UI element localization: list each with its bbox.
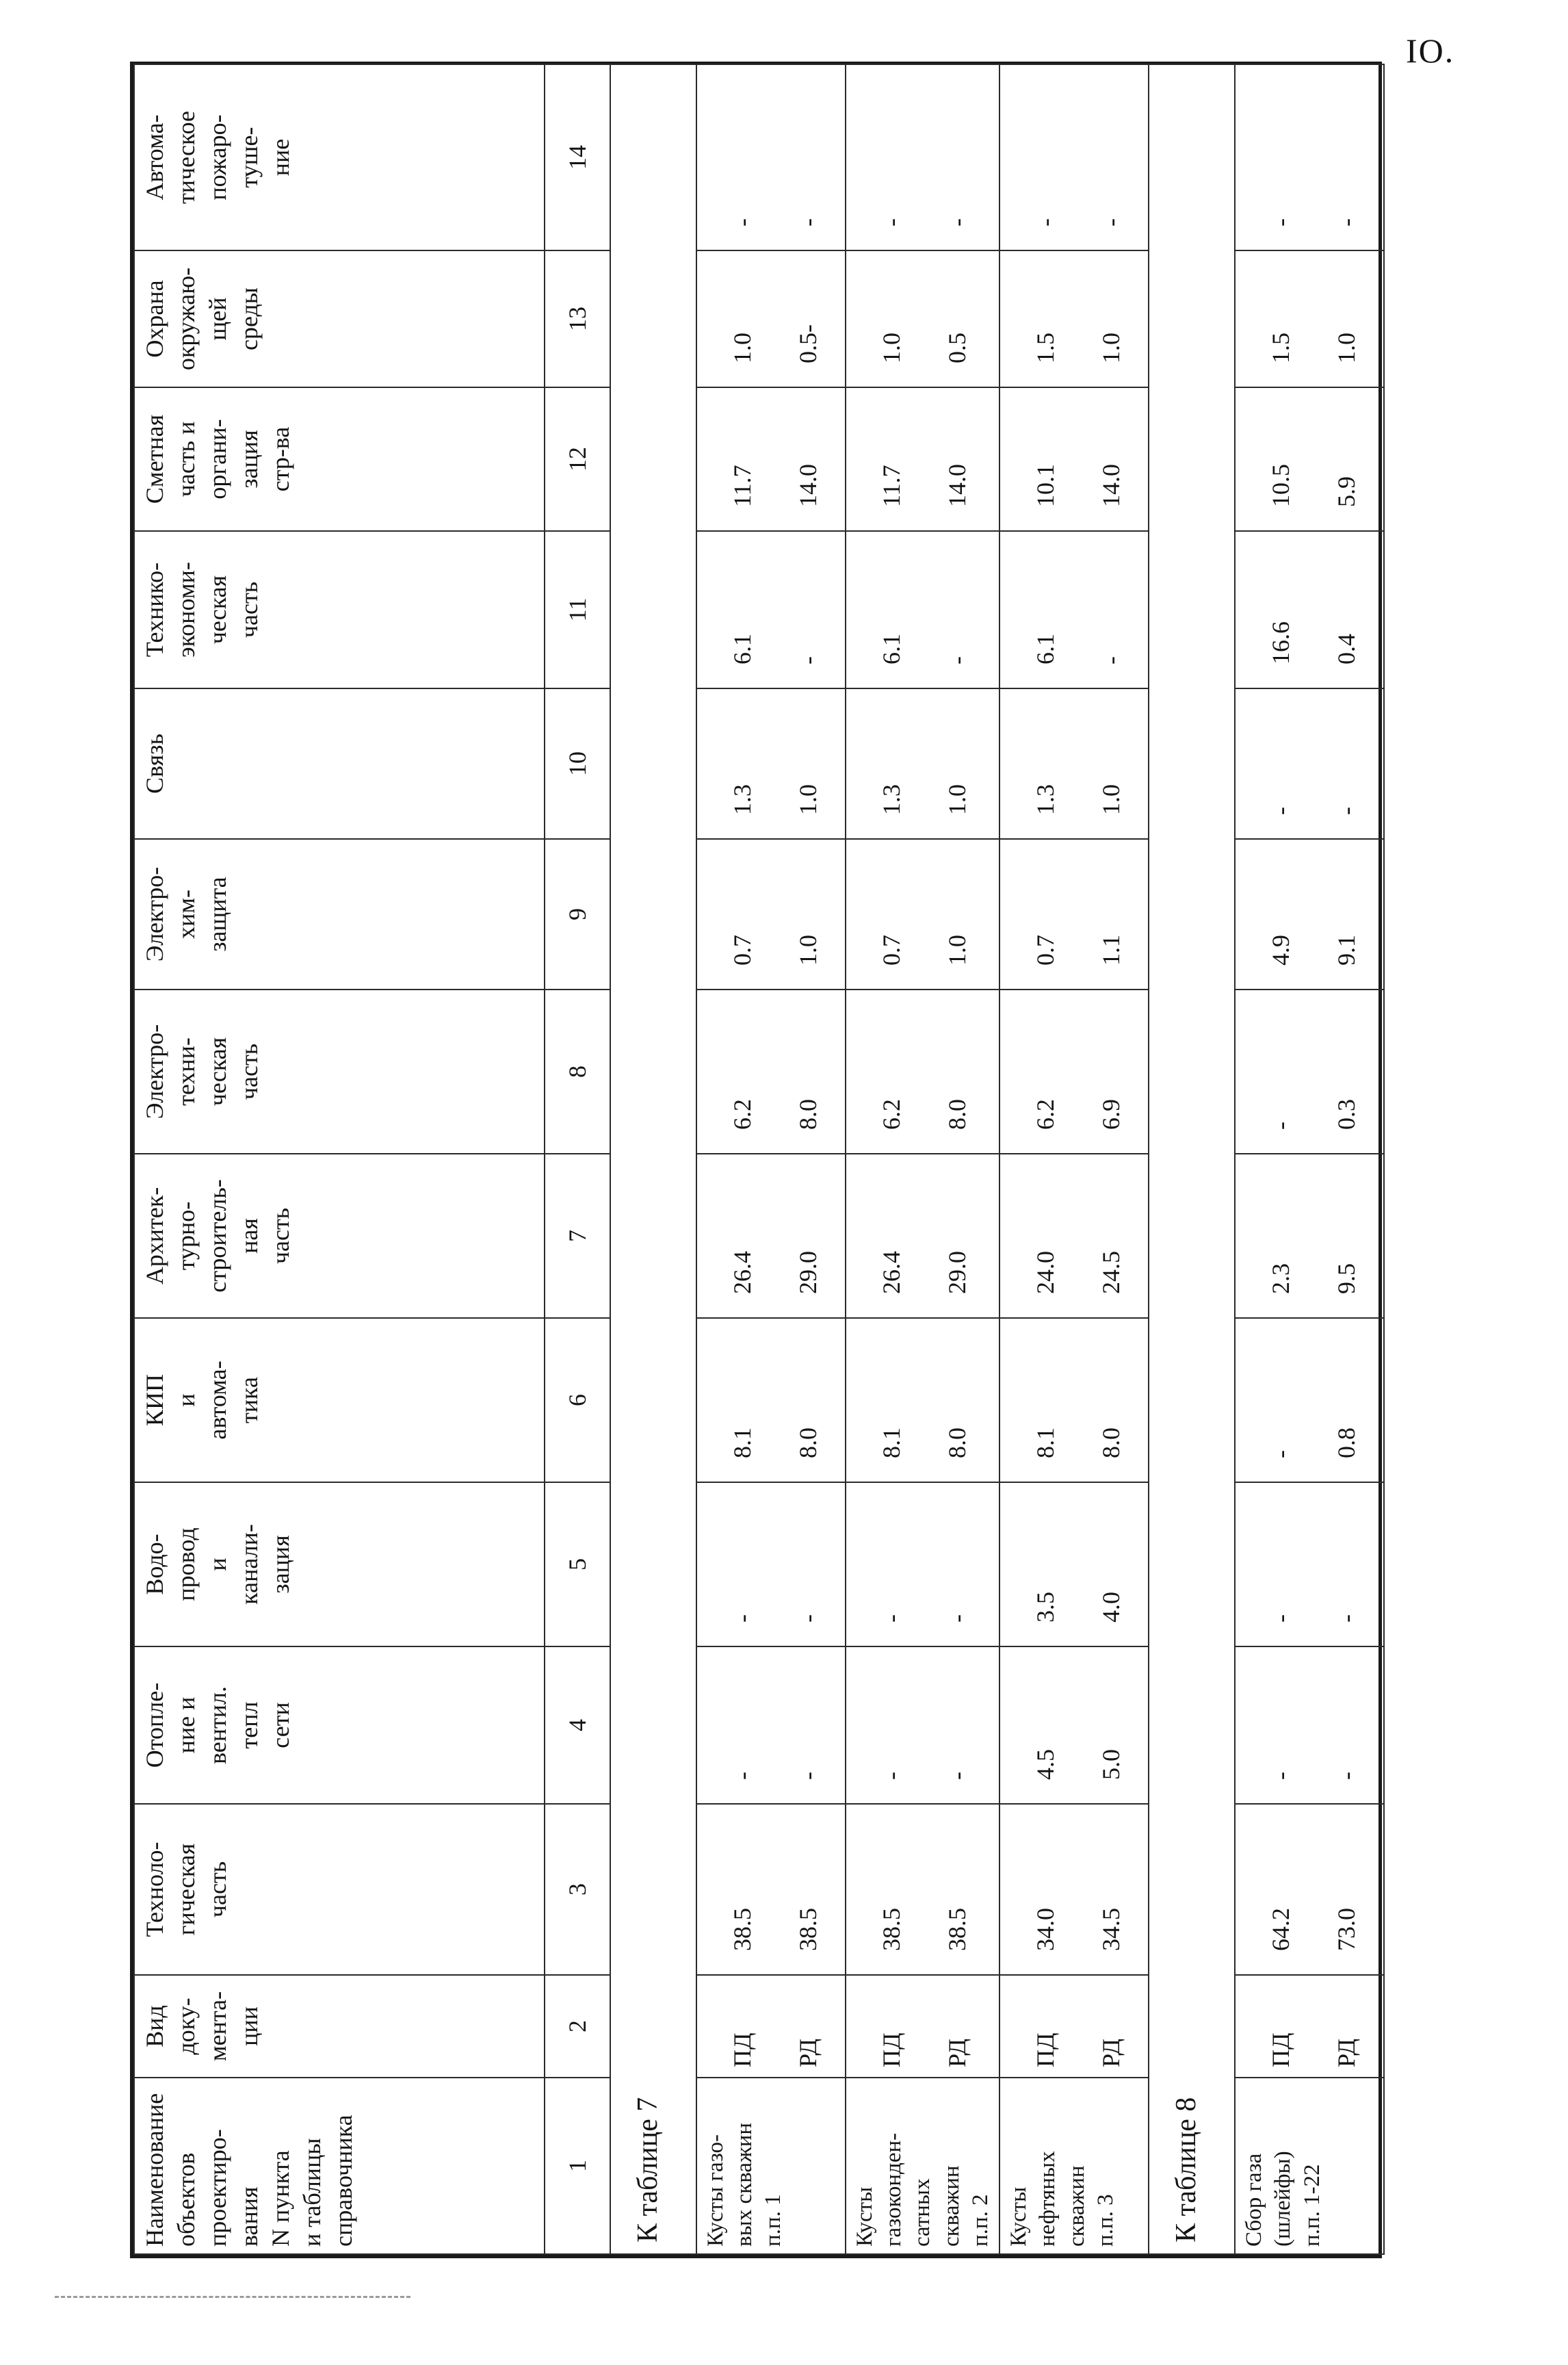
document-type-cell xyxy=(696,1975,846,2078)
column-header-line: Связь xyxy=(141,734,168,794)
column-header-line: канали- xyxy=(235,1524,263,1605)
object-name-line: Кусты xyxy=(852,2186,877,2247)
percent-value: 38.5 xyxy=(877,1908,905,1951)
value-cell xyxy=(846,688,999,839)
percent-value: 0.7 xyxy=(728,935,756,966)
column-number-cell: 7 xyxy=(545,1154,610,1318)
document-type-cell xyxy=(1235,1975,1384,2078)
column-header-line: ние и xyxy=(172,1696,200,1754)
document-type-value: РД xyxy=(1097,2039,1125,2067)
value-cell xyxy=(696,1482,846,1646)
value-cell xyxy=(999,64,1149,250)
value-cell xyxy=(696,1804,846,1975)
object-name-line: газоконден- xyxy=(881,2132,906,2247)
percent-value: - xyxy=(943,1772,971,1780)
column-header-line: Охрана xyxy=(141,280,168,358)
column-header-3 xyxy=(134,1804,545,1975)
percent-value: 6.2 xyxy=(1032,1099,1060,1130)
value-cell xyxy=(846,387,999,531)
column-header-line: проектиро- xyxy=(204,2129,232,2247)
column-header-line: КИП xyxy=(141,1374,168,1427)
percent-value: 10.1 xyxy=(1032,464,1060,507)
percent-value: 8.0 xyxy=(794,1427,822,1458)
column-header-line: Техноло- xyxy=(141,1841,168,1937)
percent-value: - xyxy=(794,1614,822,1623)
object-name-cell xyxy=(999,2078,1149,2254)
column-header-12 xyxy=(134,387,545,531)
column-header-line: ции xyxy=(235,2006,263,2046)
percent-value: 8.0 xyxy=(794,1099,822,1130)
table-row xyxy=(1235,64,1384,2254)
value-cell xyxy=(999,387,1149,531)
percent-value: 8.1 xyxy=(1032,1427,1060,1458)
percent-value: 0.8 xyxy=(1333,1427,1361,1458)
column-header-line: экономи- xyxy=(172,562,200,658)
value-cell xyxy=(696,688,846,839)
column-header-line: Водо- xyxy=(141,1534,168,1595)
column-header-line: сети xyxy=(267,1702,295,1748)
column-number-cell: 10 xyxy=(545,688,610,839)
column-header-line: строитель- xyxy=(204,1179,232,1293)
percent-value: 8.0 xyxy=(943,1099,971,1130)
percent-value: 0.4 xyxy=(1333,634,1361,664)
percent-value: 5.0 xyxy=(1097,1749,1125,1780)
percent-value: 14.0 xyxy=(1097,464,1125,507)
percent-value: 6.2 xyxy=(728,1099,756,1130)
percent-value: 14.0 xyxy=(794,464,822,507)
value-cell xyxy=(696,250,846,387)
column-number-cell: 11 xyxy=(545,531,610,688)
value-cell xyxy=(999,1154,1149,1318)
value-cell xyxy=(999,1646,1149,1804)
column-header-line: и xyxy=(204,1558,232,1571)
percent-value: - xyxy=(728,1614,756,1623)
column-header-line: Вид xyxy=(141,2005,168,2047)
column-header-5 xyxy=(134,1482,545,1646)
percent-value: 16.6 xyxy=(1267,621,1295,664)
percent-value: - xyxy=(1333,1772,1361,1780)
column-number-cell: 13 xyxy=(545,250,610,387)
object-name-line: п.п. 3 xyxy=(1093,2194,1118,2247)
percent-value: 1.0 xyxy=(1097,333,1125,363)
percent-value: - xyxy=(1267,1772,1295,1780)
column-number-cell: 8 xyxy=(545,990,610,1154)
percent-value: 4.0 xyxy=(1097,1592,1125,1623)
object-name-line: Кусты xyxy=(1006,2186,1032,2247)
column-header-line: среды xyxy=(235,287,263,350)
percent-value: 1.0 xyxy=(794,935,822,966)
column-header-line: гическая xyxy=(172,1843,200,1936)
value-cell xyxy=(999,990,1149,1154)
percent-value: - xyxy=(877,1614,905,1623)
column-header-line: мента- xyxy=(204,1991,232,2062)
object-name-line: скважин xyxy=(1064,2165,1089,2247)
column-header-line: ческая xyxy=(204,575,232,645)
percent-value: 8.0 xyxy=(1097,1427,1125,1458)
column-header-2 xyxy=(134,1975,545,2078)
value-cell xyxy=(1235,1804,1384,1975)
percent-value: - xyxy=(794,1772,822,1780)
percent-value: 3.5 xyxy=(1032,1592,1060,1623)
object-name-line: п.п. 1 xyxy=(761,2194,786,2247)
percent-value: 6.9 xyxy=(1097,1099,1125,1130)
percent-value: - xyxy=(1032,218,1060,227)
value-cell xyxy=(999,688,1149,839)
document-type-value: РД xyxy=(1333,2039,1361,2067)
column-header-line: часть xyxy=(235,1043,263,1100)
percent-value: 6.1 xyxy=(1032,634,1060,664)
column-header-line: ная xyxy=(235,1218,263,1254)
value-cell xyxy=(846,531,999,688)
percent-value: - xyxy=(794,218,822,227)
column-number-cell: 3 xyxy=(545,1804,610,1975)
column-header-11 xyxy=(134,531,545,688)
column-header-line: турно- xyxy=(172,1201,200,1271)
column-header-line: объектов xyxy=(172,2152,200,2247)
value-cell xyxy=(999,1318,1149,1482)
document-type-cell xyxy=(999,1975,1149,2078)
percent-value: - xyxy=(1267,1122,1295,1130)
object-name-line: п.п. 2 xyxy=(967,2194,993,2247)
percent-value: 10.5 xyxy=(1267,464,1295,507)
value-cell xyxy=(999,1804,1149,1975)
percent-value: 14.0 xyxy=(943,464,971,507)
column-number-cell: 14 xyxy=(545,64,610,250)
percent-value: 29.0 xyxy=(794,1251,822,1294)
column-number-cell: 12 xyxy=(545,387,610,531)
object-name-cell xyxy=(1235,2078,1384,2254)
column-number-cell: 6 xyxy=(545,1318,610,1482)
percent-value: 6.1 xyxy=(877,634,905,664)
column-header-line: окружаю- xyxy=(172,267,200,371)
value-cell xyxy=(696,531,846,688)
value-cell xyxy=(1235,688,1384,839)
column-header-6 xyxy=(134,1318,545,1482)
percent-value: - xyxy=(943,1614,971,1623)
percent-value: 11.7 xyxy=(877,465,905,507)
percent-value: - xyxy=(943,656,971,664)
percent-value: 34.5 xyxy=(1097,1908,1125,1951)
percent-value: 0.7 xyxy=(877,935,905,966)
column-header-line: стр-ва xyxy=(267,426,295,492)
column-header-line: техни- xyxy=(172,1037,200,1106)
percent-value: 29.0 xyxy=(943,1251,971,1294)
column-header-9 xyxy=(134,839,545,990)
column-number-cell: 2 xyxy=(545,1975,610,2078)
column-header-line: зация xyxy=(235,430,263,489)
column-header-line: и xyxy=(172,1393,200,1407)
percent-value: 0.3 xyxy=(1333,1099,1361,1130)
percent-value: - xyxy=(728,1772,756,1780)
column-header-line: часть xyxy=(267,1207,295,1265)
column-header-line: тическое xyxy=(172,110,200,205)
percent-value: 1.3 xyxy=(877,784,905,815)
value-cell xyxy=(696,387,846,531)
percent-value: 34.0 xyxy=(1032,1908,1060,1951)
column-header-line: ческая xyxy=(204,1037,232,1107)
percent-value: - xyxy=(1097,656,1125,664)
object-name-line: п.п. 1-22 xyxy=(1299,2164,1324,2247)
document-type-cell xyxy=(846,1975,999,2078)
percent-value: - xyxy=(1267,1450,1295,1458)
percent-value: 1.5 xyxy=(1267,333,1295,363)
value-cell xyxy=(846,64,999,250)
column-header-line: Электро- xyxy=(141,1024,168,1120)
percent-value: 1.0 xyxy=(943,935,971,966)
table-body xyxy=(545,64,1384,2254)
object-name-cell xyxy=(846,2078,999,2254)
percent-value: 2.3 xyxy=(1267,1263,1295,1294)
section-title: К таблице 8 xyxy=(1149,64,1235,2254)
value-cell xyxy=(999,839,1149,990)
value-cell xyxy=(846,1646,999,1804)
percent-value: - xyxy=(1333,1614,1361,1623)
document-type-value: ПД xyxy=(728,2032,756,2067)
percent-value: 11.7 xyxy=(728,465,756,507)
column-header-line: Автома- xyxy=(141,114,168,201)
value-cell xyxy=(1235,250,1384,387)
column-header-line: Технико- xyxy=(141,562,168,658)
document-type-value: ПД xyxy=(1032,2032,1060,2067)
percent-value: 6.2 xyxy=(877,1099,905,1130)
percent-value: 24.5 xyxy=(1097,1251,1125,1294)
percent-value: 1.0 xyxy=(943,784,971,815)
percent-value: 38.5 xyxy=(728,1908,756,1951)
column-header-line: справочника xyxy=(330,2115,358,2247)
column-header-line: N пункта xyxy=(267,2150,295,2247)
percent-value: - xyxy=(1267,218,1295,227)
column-header-line: зация xyxy=(267,1535,295,1594)
column-header-8 xyxy=(134,990,545,1154)
percent-value: - xyxy=(1333,218,1361,227)
value-cell xyxy=(846,250,999,387)
column-header-10 xyxy=(134,688,545,839)
percent-value: 1.1 xyxy=(1097,935,1125,966)
column-header-line: Наименование xyxy=(141,2093,168,2247)
percent-value: 1.0 xyxy=(728,333,756,363)
column-header-line: и таблицы xyxy=(298,2138,326,2247)
percent-value: - xyxy=(1097,218,1125,227)
value-cell xyxy=(846,839,999,990)
percent-value: 5.9 xyxy=(1333,476,1361,507)
value-cell xyxy=(1235,839,1384,990)
column-header-line: пожаро- xyxy=(204,114,232,201)
column-header-1 xyxy=(134,2078,545,2254)
value-cell xyxy=(1235,1154,1384,1318)
section-row xyxy=(610,64,696,2254)
section-title: К таблице 7 xyxy=(610,64,696,2254)
value-cell xyxy=(999,250,1149,387)
column-header-line: Архитек- xyxy=(141,1187,168,1285)
column-header-line: провод xyxy=(172,1527,200,1601)
percent-value: 8.1 xyxy=(728,1427,756,1458)
object-name-line: вых скважин xyxy=(732,2122,757,2247)
value-cell xyxy=(696,990,846,1154)
percent-value: - xyxy=(877,218,905,227)
table-row xyxy=(999,64,1149,2254)
column-header-13 xyxy=(134,250,545,387)
percent-value: 0.7 xyxy=(1032,935,1060,966)
object-name-line: сатных xyxy=(910,2178,935,2247)
object-name-line: нефтяных xyxy=(1035,2151,1060,2247)
column-header-line: Электро- xyxy=(141,866,168,962)
percent-value: 38.5 xyxy=(794,1908,822,1951)
object-name-line: (шлейфы) xyxy=(1270,2151,1296,2247)
column-header-line: защита xyxy=(204,877,232,952)
column-header-line: тика xyxy=(235,1377,263,1423)
value-cell xyxy=(846,990,999,1154)
column-header-line: вания xyxy=(235,2186,263,2247)
column-header-line: Отопле- xyxy=(141,1682,168,1768)
percent-value: 26.4 xyxy=(877,1251,905,1294)
value-cell xyxy=(696,1154,846,1318)
value-cell xyxy=(696,1318,846,1482)
column-number-cell: 4 xyxy=(545,1646,610,1804)
document-table-frame xyxy=(130,62,1382,2258)
percent-value: 1.0 xyxy=(1097,784,1125,815)
value-cell xyxy=(1235,1482,1384,1646)
column-header-line: часть xyxy=(204,1861,232,1918)
table-row xyxy=(696,64,846,2254)
column-header-line: органи- xyxy=(204,419,232,500)
percent-value: - xyxy=(943,218,971,227)
column-header-line: тепл xyxy=(235,1701,263,1749)
column-number-cell: 9 xyxy=(545,839,610,990)
percent-value: - xyxy=(1267,807,1295,815)
column-header-line: туше- xyxy=(235,127,263,188)
percent-value: 1.0 xyxy=(1333,333,1361,363)
percent-value: 0.5- xyxy=(794,324,822,363)
document-type-value: ПД xyxy=(1267,2032,1295,2067)
table-row xyxy=(846,64,999,2254)
column-header-line: щей xyxy=(204,297,232,341)
value-cell xyxy=(1235,1318,1384,1482)
column-header-14 xyxy=(134,64,545,250)
value-cell xyxy=(999,531,1149,688)
column-header-line: часть xyxy=(235,581,263,638)
percent-value: 0.5 xyxy=(943,333,971,363)
percent-value: 24.0 xyxy=(1032,1251,1060,1294)
object-name-cell xyxy=(696,2078,846,2254)
percent-value: - xyxy=(877,1772,905,1780)
percent-value: 64.2 xyxy=(1267,1908,1295,1951)
column-number-cell: 5 xyxy=(545,1482,610,1646)
column-header-line: доку- xyxy=(172,1998,200,2055)
column-header-4 xyxy=(134,1646,545,1804)
column-numbers-row xyxy=(545,64,610,2254)
percent-value: 8.1 xyxy=(877,1427,905,1458)
percent-value: - xyxy=(1333,807,1361,815)
percent-value: 26.4 xyxy=(728,1251,756,1294)
column-header-7 xyxy=(134,1154,545,1318)
section-row xyxy=(1149,64,1235,2254)
percent-value: 73.0 xyxy=(1333,1908,1361,1951)
percent-value: - xyxy=(728,218,756,227)
column-header-line: автома- xyxy=(204,1360,232,1440)
percent-value: 1.0 xyxy=(877,333,905,363)
percent-value: 1.0 xyxy=(794,784,822,815)
percent-value: - xyxy=(1267,1614,1295,1623)
percent-value: 38.5 xyxy=(943,1908,971,1951)
column-header-line: ние xyxy=(267,138,295,177)
value-cell xyxy=(999,1482,1149,1646)
percent-value: 6.1 xyxy=(728,634,756,664)
header-row xyxy=(134,64,545,2254)
document-type-value: РД xyxy=(943,2039,971,2067)
value-cell xyxy=(846,1154,999,1318)
column-header-line: часть и xyxy=(172,421,200,497)
percent-value: 9.1 xyxy=(1333,935,1361,966)
value-cell xyxy=(696,1646,846,1804)
percent-value: 9.5 xyxy=(1333,1263,1361,1294)
value-cell xyxy=(1235,1646,1384,1804)
value-cell xyxy=(1235,64,1384,250)
object-name-line: скважин xyxy=(939,2165,964,2247)
percent-value: 4.9 xyxy=(1267,935,1295,966)
column-number-cell: 1 xyxy=(545,2078,610,2254)
percent-value: 1.5 xyxy=(1032,333,1060,363)
percent-value: 8.0 xyxy=(943,1427,971,1458)
value-cell xyxy=(696,64,846,250)
percent-value: 1.3 xyxy=(1032,784,1060,815)
document-type-value: ПД xyxy=(877,2032,905,2067)
column-header-line: Сметная xyxy=(141,414,168,504)
percent-value: 4.5 xyxy=(1032,1749,1060,1780)
value-cell xyxy=(1235,387,1384,531)
value-cell xyxy=(846,1318,999,1482)
column-header-line: вентил. xyxy=(204,1686,232,1764)
scan-artifact-line xyxy=(55,2296,410,2302)
value-cell xyxy=(1235,531,1384,688)
document-type-value: РД xyxy=(794,2039,822,2067)
percent-value: 1.3 xyxy=(728,784,756,815)
percent-value: - xyxy=(794,656,822,664)
cost-distribution-table xyxy=(133,64,1385,2255)
value-cell xyxy=(846,1804,999,1975)
value-cell xyxy=(1235,990,1384,1154)
page-number: IO. xyxy=(1406,31,1455,70)
object-name-line: Сбор газа xyxy=(1242,2153,1267,2247)
rotated-table-container xyxy=(133,65,1378,2255)
object-name-line: Кусты газо- xyxy=(703,2134,728,2247)
value-cell xyxy=(846,1482,999,1646)
value-cell xyxy=(696,839,846,990)
column-header-line: хим- xyxy=(172,889,200,940)
